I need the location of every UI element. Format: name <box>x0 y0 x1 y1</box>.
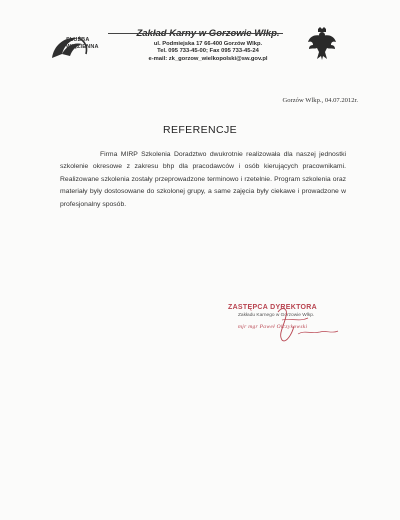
official-stamp <box>228 304 348 330</box>
logo-line-1: SŁUŻBA <box>66 37 90 43</box>
organization-name: Zakład Karny w Gorzowie Wlkp. <box>136 28 280 39</box>
body-text <box>60 149 346 211</box>
email-line: e-mail: zk_gorzow_wielkopolski@sw.gov.pl <box>148 55 268 62</box>
polish-eagle-emblem-icon <box>307 26 337 62</box>
stamp-title: ZASTĘPCA DYREKTORA <box>228 304 318 311</box>
stamp-subtitle: Zakładu Karnego w Gorzowie Wlkp. <box>238 313 315 318</box>
phone-line: Tel. 095 733-45-00; Fax 095 733-45-24 <box>157 48 259 55</box>
place-and-date: Gorzów Wlkp., 04.07.2012r. <box>282 97 358 104</box>
stamp-signer: mjr mgr Paweł Olczykowski <box>238 324 308 330</box>
logo-line-2: WIĘZIENNA <box>66 43 99 50</box>
logo-text <box>66 37 99 50</box>
body-paragraph: Firma MIRP Szkolenia Doradztwo dwukrotnie realizowała dla naszej jednostki szkolenie okresowe z zakresu bhp dla pracodawców i osób kierujących pracownikami. Realizowane szkolenia zostały przeprowadzone terminowo i rzetelnie. Program szkolenia oraz materiały były dostosowane do szkolonej grupy, a same zajęcia były ciekawe i prowadzone w profesjonalny sposób. <box>60 151 346 208</box>
header-rule <box>108 33 283 34</box>
address-line: ul. Podmiejska 17 66-400 Gorzów Wlkp. <box>153 41 263 47</box>
document-title: REFERENCJE <box>162 124 237 136</box>
